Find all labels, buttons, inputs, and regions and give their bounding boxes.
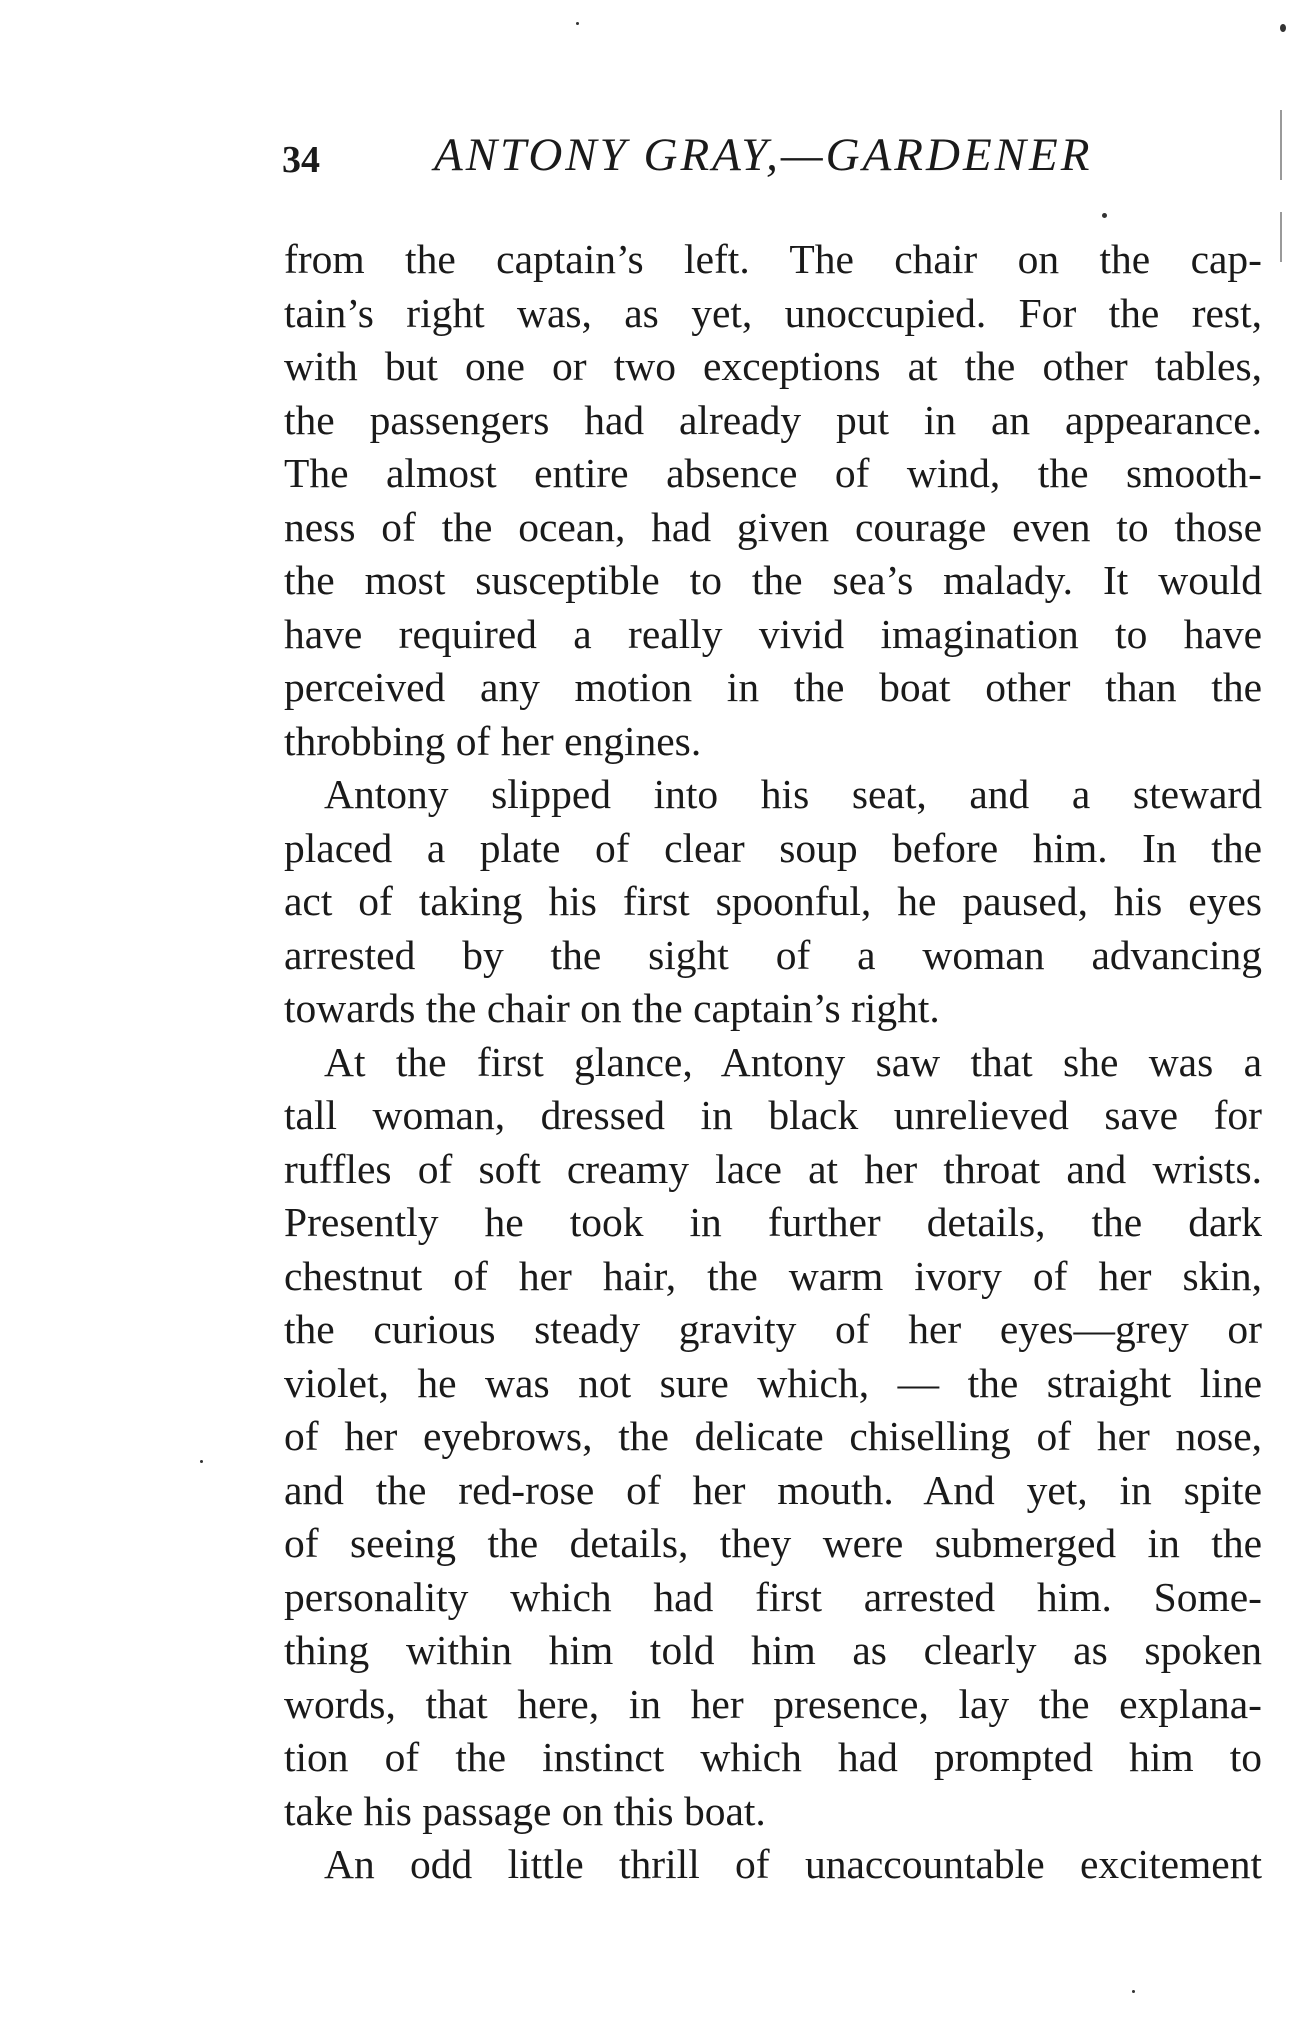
body-text xyxy=(284,233,1262,1892)
text-line: the most susceptible to the sea’s malady. It would xyxy=(284,557,1262,603)
paragraph xyxy=(284,233,1262,768)
text-line: At the first glance, Antony saw that she was a xyxy=(324,1038,1262,1085)
scan-speck xyxy=(200,1460,203,1463)
text-line: thing within him told him as clearly as spoken xyxy=(284,1627,1262,1673)
text-line: tall woman, dressed in black unrelieved save for xyxy=(284,1092,1262,1138)
text-line: chestnut of her hair, the warm ivory of her skin, xyxy=(284,1252,1262,1299)
text-line: with but one or two exceptions at the other tables, xyxy=(284,343,1262,389)
text-line: perceived any motion in the boat other than the xyxy=(284,664,1262,710)
text-line: act of taking his first spoonful, he paused, his eyes xyxy=(284,878,1262,924)
text-line: towards the chair on the captain’s right. xyxy=(284,985,940,1031)
paragraph xyxy=(284,1838,1262,1892)
text-line: arrested by the sight of a woman advancing xyxy=(284,931,1262,978)
scan-edge-mark xyxy=(1280,212,1282,262)
paragraph xyxy=(284,768,1262,1036)
scan-speck xyxy=(1280,24,1286,32)
text-line: take his passage on this boat. xyxy=(284,1787,766,1834)
text-line: words, that here, in her presence, lay the explana- xyxy=(284,1680,1262,1727)
text-line: An odd little thrill of unaccountable excitement xyxy=(324,1841,1262,1887)
text-line: of seeing the details, they were submerged in the xyxy=(284,1520,1262,1566)
scan-speck xyxy=(1102,213,1107,218)
running-title: ANTONY GRAY,—GARDENER xyxy=(434,129,1093,181)
text-line: the curious steady gravity of her eyes—grey or xyxy=(284,1306,1262,1352)
scan-speck xyxy=(1132,1990,1135,1993)
text-line: personality which had first arrested him. Some- xyxy=(284,1573,1262,1620)
text-line: have required a really vivid imagination to have xyxy=(284,610,1262,657)
scan-edge-mark xyxy=(1280,110,1282,180)
text-line: Presently he took in further details, the dark xyxy=(284,1199,1262,1245)
text-line: placed a plate of clear soup before him. In the xyxy=(284,824,1262,871)
text-line: Antony slipped into his seat, and a steward xyxy=(324,771,1262,817)
scan-speck xyxy=(576,22,579,25)
text-line: violet, he was not sure which, — the straight line xyxy=(284,1359,1262,1406)
text-line: The almost entire absence of wind, the smooth- xyxy=(284,450,1262,496)
text-line: and the red-rose of her mouth. And yet, in spite xyxy=(284,1466,1262,1513)
text-line: throbbing of her engines. xyxy=(284,717,702,764)
text-line: tain’s right was, as yet, unoccupied. For the rest, xyxy=(284,289,1262,336)
text-line: ness of the ocean, had given courage even to those xyxy=(284,503,1262,550)
text-line: tion of the instinct which had prompted him to xyxy=(284,1734,1262,1780)
text-line: from the captain’s left. The chair on the cap- xyxy=(284,236,1262,282)
text-line: of her eyebrows, the delicate chiselling of her nose, xyxy=(284,1413,1262,1459)
page-header xyxy=(282,128,1132,188)
page-number: 34 xyxy=(282,139,320,181)
text-line: ruffles of soft creamy lace at her throat and wrists. xyxy=(284,1145,1262,1192)
paragraph xyxy=(284,1036,1262,1839)
text-line: the passengers had already put in an appearance. xyxy=(284,396,1262,443)
